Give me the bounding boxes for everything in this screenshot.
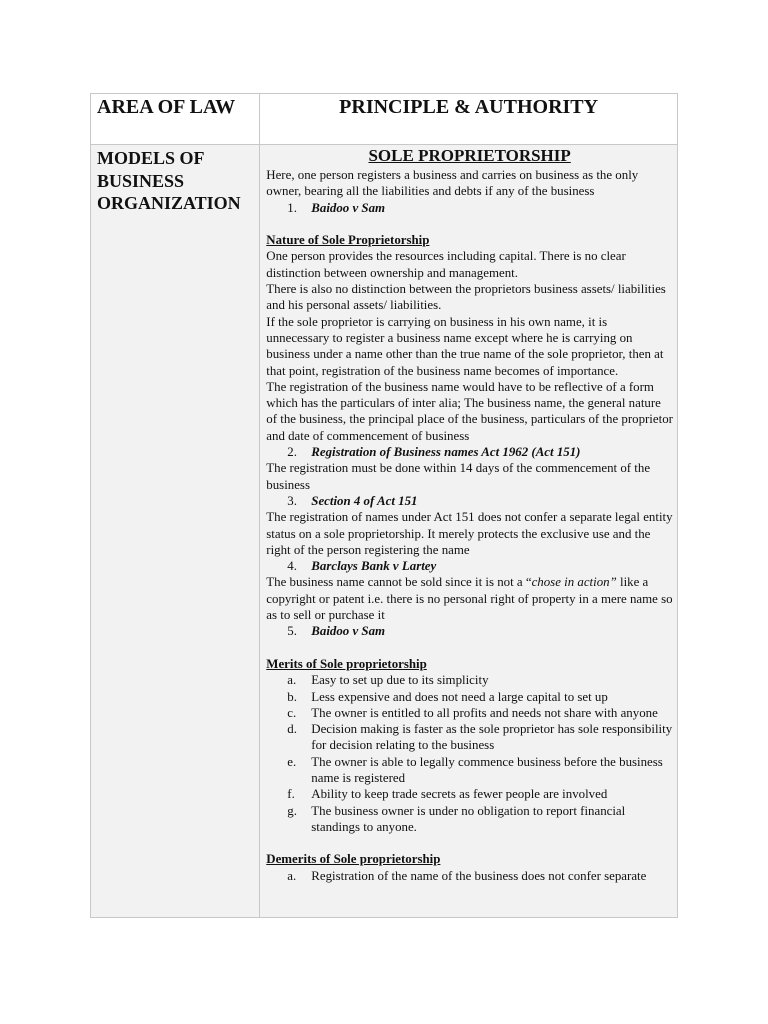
header-area-of-law: AREA OF LAW <box>97 96 236 118</box>
nature-paragraph: The registration must be done within 14 days of the commencement of the business <box>266 461 651 492</box>
header-area-cell <box>91 94 260 145</box>
list-item <box>266 689 673 705</box>
principle-cell <box>260 145 678 918</box>
case-item <box>266 200 673 216</box>
header-principle-cell <box>260 94 678 145</box>
merits-list <box>266 672 673 835</box>
list-marker: e. <box>287 754 297 769</box>
case-item <box>266 558 673 574</box>
nature-paragraph: There is also no distinction between the proprietors business assets/ liabilities and his personal assets/ liabilities. <box>266 282 666 313</box>
list-item <box>266 868 673 884</box>
list-marker: d. <box>287 722 297 737</box>
case-number: 1. <box>287 200 297 215</box>
case-name: Baidoo v Sam <box>311 200 386 215</box>
list-text: Less expensive and does not need a large capital to set up <box>311 689 608 704</box>
case-number: 3. <box>287 493 297 508</box>
list-text: Decision making is faster as the sole proprietor has sole responsibility for decision relating to the business <box>311 722 673 753</box>
list-item <box>266 754 673 787</box>
spacer <box>266 640 673 656</box>
list-marker: a. <box>287 868 297 883</box>
nature-paragraph: The registration of names under Act 151 does not confer a separate legal entity status on a sole proprietorship. It merely protects the exclusive use and the right of the person registering the name <box>266 510 673 557</box>
list-marker: c. <box>287 705 297 720</box>
demerits-heading: Demerits of Sole proprietorship <box>266 852 441 867</box>
section-title: SOLE PROPRIETORSHIP <box>368 146 571 165</box>
italic-term: chose in action” <box>531 575 617 590</box>
list-marker: g. <box>287 803 297 818</box>
list-text: Registration of the name of the business does not confer separate <box>311 868 647 883</box>
list-item <box>266 721 673 754</box>
intro-paragraph: Here, one person registers a business and carries on business as the only owner, bearing all the liabilities and debts if any of the business <box>266 168 639 199</box>
list-text: The owner is entitled to all profits and needs not share with anyone <box>311 705 658 720</box>
area-line: MODELS OF <box>97 148 205 168</box>
spacer <box>266 835 673 851</box>
case-name: Baidoo v Sam <box>311 624 386 639</box>
list-text: The business owner is under no obligation to report financial standings to anyone. <box>311 803 626 834</box>
list-text: Easy to set up due to its simplicity <box>311 673 489 688</box>
area-line: BUSINESS <box>97 170 185 191</box>
list-marker: f. <box>287 787 295 802</box>
case-item <box>266 444 673 460</box>
list-item <box>266 672 673 688</box>
case-item <box>266 623 673 639</box>
case-name: Section 4 of Act 151 <box>311 493 418 508</box>
nature-heading: Nature of Sole Proprietorship <box>266 233 430 248</box>
text-run: The business name cannot be sold since it is not a “ <box>266 575 532 590</box>
nature-paragraph: One person provides the resources including capital. There is no clear distinction between ownership and management. <box>266 249 626 280</box>
demerits-list <box>266 868 673 884</box>
text-run: like a copyright or patent i.e. there is no personal right of property in a mere name so as to sell or purchase it <box>266 575 673 623</box>
area-line: ORGANIZATION <box>97 193 241 213</box>
law-notes-table <box>90 93 678 918</box>
nature-paragraph <box>266 574 673 623</box>
case-name: Barclays Bank v Lartey <box>311 559 437 574</box>
list-marker: b. <box>287 689 297 704</box>
principle-content <box>260 145 677 884</box>
case-name: Registration of Business names Act 1962 (Act 151) <box>311 445 581 460</box>
list-text: The owner is able to legally commence business before the business name is registered <box>311 754 663 785</box>
case-item <box>266 493 673 509</box>
body-row <box>91 145 678 918</box>
header-principle-authority: PRINCIPLE & AUTHORITY <box>339 96 599 118</box>
nature-paragraph: The registration of the business name would have to be reflective of a form which has the particulars of inter alia; The business name, the general nature of the business, the principal place of the business, particulars of the proprietor and date of commencement of business <box>266 379 673 443</box>
case-number: 2. <box>287 445 297 460</box>
merits-heading: Merits of Sole proprietorship <box>266 656 427 671</box>
list-marker: a. <box>287 673 297 688</box>
area-title <box>91 145 259 215</box>
list-item <box>266 786 673 802</box>
case-number: 5. <box>287 624 297 639</box>
nature-paragraph: If the sole proprietor is carrying on business in his own name, it is unnecessary to register a business name except where he is carrying on business under a name other than the true name of the sole proprietor, then at that point, registration of the business name becomes of importance. <box>266 314 664 378</box>
area-cell <box>91 145 260 918</box>
case-number: 4. <box>287 559 297 574</box>
list-text: Ability to keep trade secrets as fewer people are involved <box>311 787 608 802</box>
spacer <box>266 216 673 232</box>
header-row <box>91 94 678 145</box>
list-item <box>266 705 673 721</box>
list-item <box>266 803 673 836</box>
